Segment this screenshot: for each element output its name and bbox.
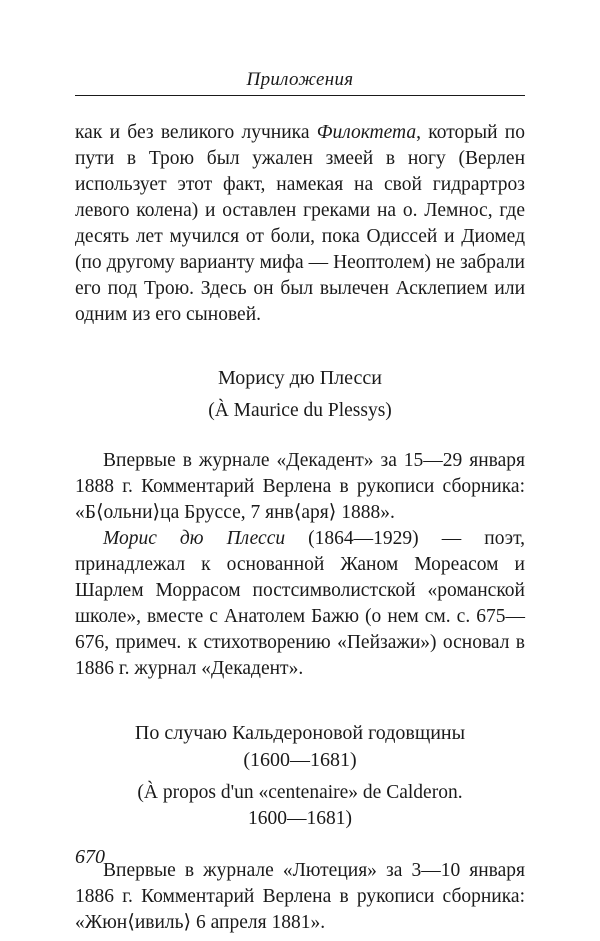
section2-subtitle-line-1: (À propos d'un «centenaire» de Calderon. [137,782,463,803]
intro-paragraph [75,120,525,328]
page-body [75,68,525,936]
section1-title: Морису дю Плесси [218,367,382,389]
section2-paragraph-1: Впервые в журнале «Лютеция» за 3—10 января 1886 г. Комментарий Верлена в рукописи сборника: «Жюн⟨ивиль⟩ 6 апреля 1881». [75,860,525,933]
intro-text-start: как и без великого лучника [75,122,317,143]
intro-text-end: , который по пути в Трою был ужален змеей в ногу (Верлен использует этот факт, намекая на свой гидрартроз левого колена) и оставлен греками на о. Лемнос, где десять лет мучился от боли, пока Одиссей и Диомед (по другому варианту мифа — Неоптолем) не забрали его под Трою. Здесь он был вылечен Асклепием или одним из его сыновей. [75,122,525,325]
section1-name-plessys: Морис дю Плесси [103,528,286,549]
section2-title-line-1: По случаю Кальдероновой годовщины [134,722,466,744]
page-number: 670 [75,846,105,868]
section1-paragraph-1: Впервые в журнале «Декадент» за 15—29 января 1888 г. Комментарий Верлена в рукописи сборника: «Б⟨ольни⟩ца Бруссе, 7 янв⟨аря⟩ 1888». [75,450,525,523]
section1-paragraph-2-text: (1864—1929) — поэт, принадлежал к основанной Жаном Мореасом и Шарлем Моррасом постсимволистской «романской школе», вместе с Анатолем Бажю (о нем см. с. 675—676, примеч. к стихотворению «Пейзажи») основал в 1886 г. журнал «Декадент». [75,528,525,679]
running-head: Приложения [75,68,525,96]
section1-subtitle: (À Maurice du Plessys) [208,400,392,421]
section1-paragraph-2 [75,526,525,682]
section2-subtitle-line-2: 1600—1681) [248,808,352,829]
intro-name-philoctetes: Филоктета [316,122,417,143]
section2-title-line-2: (1600—1681) [243,749,357,771]
